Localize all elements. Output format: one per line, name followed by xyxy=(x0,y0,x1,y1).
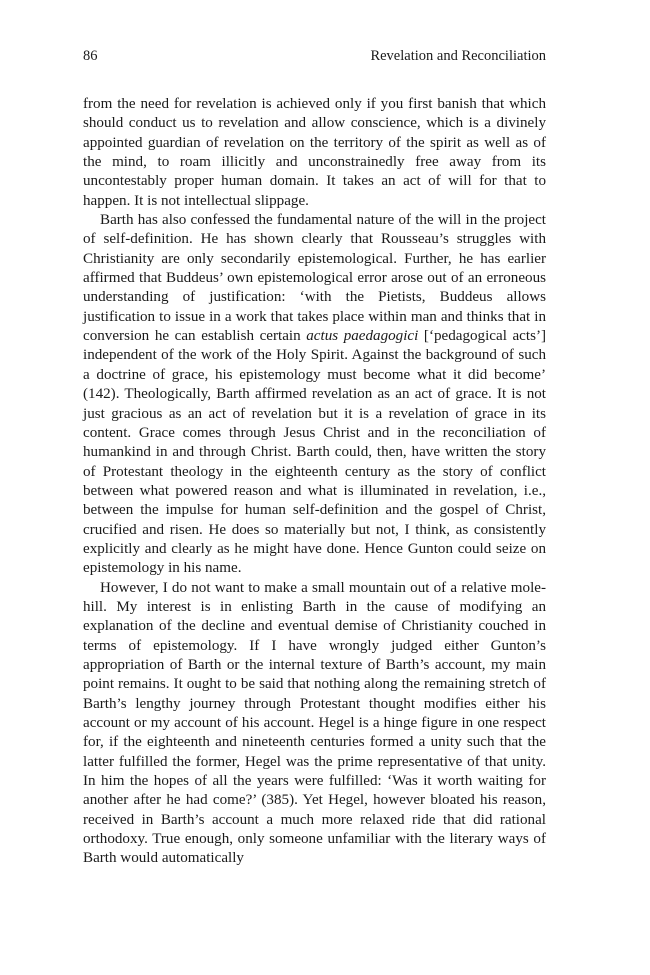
paragraph-1: from the need for revelation is achieved only if you first banish that which should conduct us to revelation and allow conscience, which is a divinely appointed guardian of revelation on the territory of the spirit as well as of the mind, to roam illicitly and unconstrainedly free away from its uncontestably proper human domain. It takes an act of will for that to happen. It is not intellectual slippage. xyxy=(83,96,546,209)
latin-term: actus paedagogici xyxy=(306,328,419,345)
running-head xyxy=(83,45,546,67)
paragraph-2-text-start: Barth has also confessed the fundamental nature of the will in the project of self-definition. He has shown clearly that Rousseau’s struggles with Christianity are only secondarily epistemological. Further, he has earlier affirmed that Buddeus’ own epistemological error arose out of an erroneous understanding of justification: ‘with the Pietists, Buddeus allows justification to issue in a work that takes place within man and thinks that in conversion he can establish certain xyxy=(83,212,546,345)
paragraph-3: However, I do not want to make a small mountain out of a relative mole-hill. My interest is in enlisting Barth in the cause of modifying an explanation of the decline and eventual demise of Christianity couched in terms of epistemology. If I have wrongly judged either Gunton’s appropriation of Barth or the internal texture of Barth’s account, my main point remains. It ought to be said that nothing along the remaining stretch of Barth’s lengthy journey through Protestant thought modifies either his account or my account of his account. Hegel is a hinge figure in one respect for, if the eighteenth and nineteenth centuries formed a unity such that the latter fulfilled the former, Hegel was the prime representative of that unity. In him the hopes of all the years were fulfilled: ‘Was it worth waiting for another after he had come?’ (385). Yet Hegel, however bloated his reason, received in Barth’s account a much more relaxed ride that did rational orthodoxy. True enough, only someone unfamiliar with the literary ways of Barth would automatically xyxy=(83,579,546,867)
running-title: Revelation and Reconciliation xyxy=(370,48,546,64)
paragraph-2 xyxy=(83,211,546,579)
paragraph-2-text-end: [‘pedagogical acts’] independent of the work of the Holy Spirit. Against the background of such a doctrine of grace, his epistemology must become what it did become’ (142). Theologically, Barth affirmed revelation as an act of grace. It is not just gracious as an act of revelation but it is a revelation of grace in its content. Grace comes through Jesus Christ and in the reconciliation of humankind in and through Christ. Barth could, then, have written the story of Protestant theology in the eighteenth century as the story of conflict between what powered reason and what is illuminated in revelation, i.e., between the impulse for human self-definition and the gospel of Christ, crucified and risen. He does so materially but not, I think, as consistently explicitly and clearly as he might have done. Hence Gunton could seize on epistemology in his name. xyxy=(83,328,546,577)
page-number: 86 xyxy=(83,48,98,64)
text-body xyxy=(83,95,546,869)
